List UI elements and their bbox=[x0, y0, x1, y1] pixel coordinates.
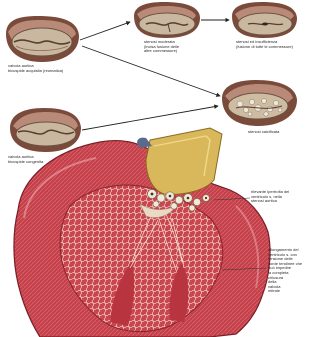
label-valve-acquired: valvola aortica bicuspide acquisita (reumatica) bbox=[8, 63, 64, 73]
valve-calcified-stenosis bbox=[222, 80, 297, 126]
label-hypertrophy: rilevante ipertrofia del ventricolo s. nella stenosi aortica bbox=[251, 189, 290, 204]
label-stenosis-moderate: stenosi moderata (incisa fusione delle altre commessure) bbox=[144, 39, 180, 54]
label-valve-congenital: valvola aortica bicuspide congenita bbox=[8, 154, 44, 164]
valve-congenital-bicuspid bbox=[10, 108, 81, 152]
label-stenosis-calcified: stenosi calcificata bbox=[248, 129, 280, 134]
valve-acquired-bicuspid bbox=[6, 16, 79, 62]
valve-moderate-stenosis bbox=[134, 2, 200, 38]
label-stenosis-insufficiency: stenosi ed insufficienza (fusione di tutte le commessure) bbox=[236, 39, 293, 49]
heart-cross-section bbox=[14, 141, 270, 337]
valve-stenosis-insufficiency bbox=[232, 2, 297, 38]
label-mitral-note: allungamento del ventricolo s. con tensione delle corde tendinee che può impedire la completa chiusura della valvola mitrale bbox=[268, 247, 303, 294]
